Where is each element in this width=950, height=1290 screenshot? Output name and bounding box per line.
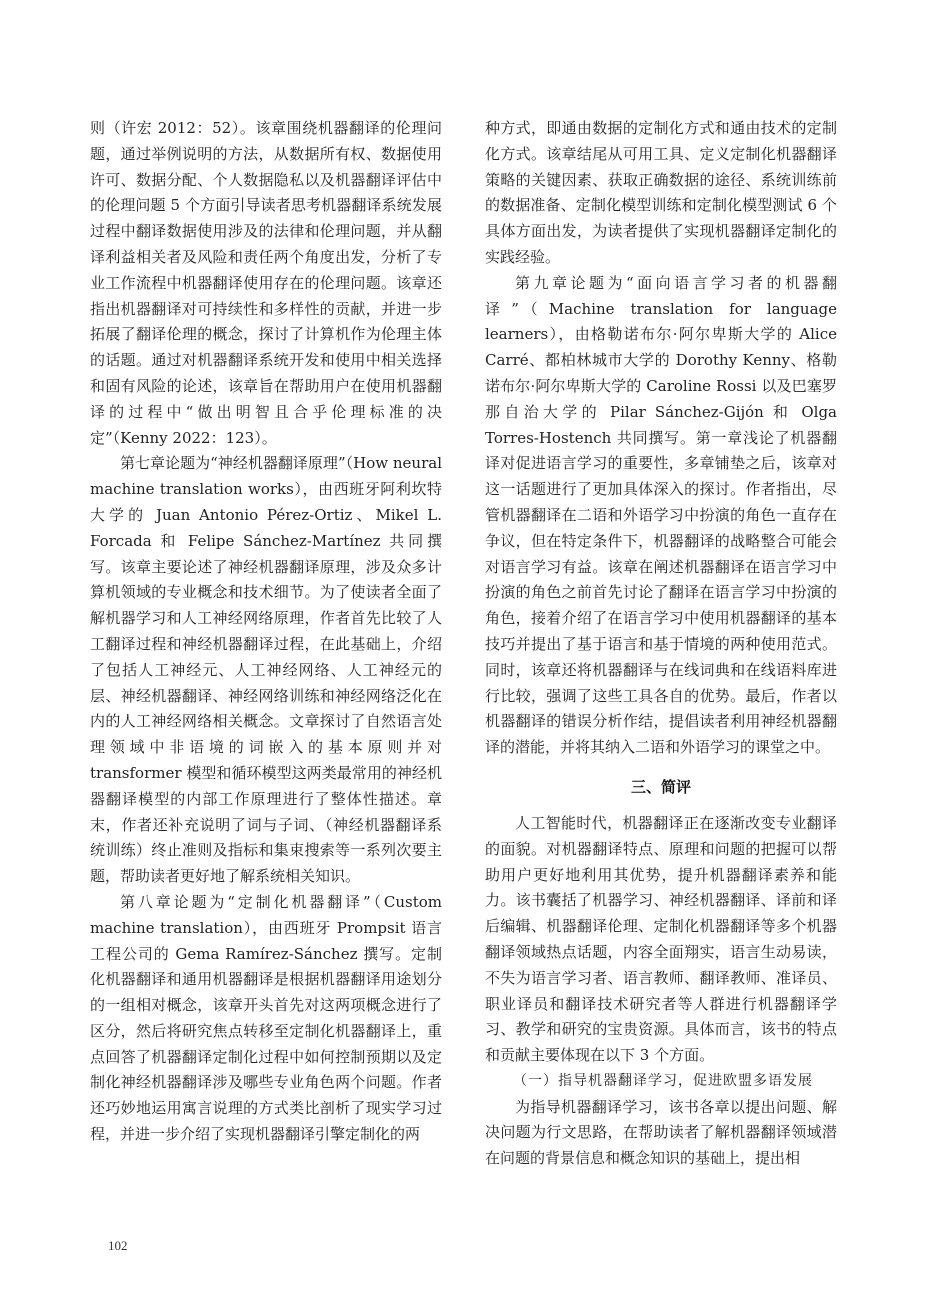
paragraph-chapter-8-continued: 种方式，即通由数据的定制化方式和通由技术的定制化方式。该章结尾从可用工具、定义定制化机器翻译策略的关键因素、获取正确数据的途径、系统训练前的数据准备、定制化模型训练和定制化模型测试 6 个具体方面出发，为读者提供了实现机器翻译定制化的实践经验。 <box>485 119 837 266</box>
paragraph-review: 人工智能时代，机器翻译正在逐渐改变专业翻译的面貌。对机器翻译特点、原理和问题的把握可以帮助用户更好地利用其优势，提升机器翻译素养和能力。该书囊括了机器学习、神经机器翻译、译前和译后编辑、机器翻译伦理、定制化机器翻译等多个机器翻译领域热点话题，内容全面翔实，语言生动易读，不失为语言学习者、语言教师、翻译教师、准译员、职业译员和翻译技术研究者等人群进行机器翻译学习、教学和研究的宝贵资源。具体而言，该书的特点和贡献主要体现在以下 3 个方面。 <box>485 813 837 1065</box>
paragraph-chapter-9: 第九章论题为“面向语言学习者的机器翻译”（Machine translation for language learners），由格勒诺布尔·阿尔卑斯大学的 Alice Carré、都柏林城市大学的 Dorothy Kenny、格勒诺布尔·阿尔卑斯大学的 Caroline Rossi 以及巴塞罗那自治大学的 Pilar Sánchez-Gijón 和 Olga Torres-Hostench 共同撰写。第一章浅论了机器翻译对促进语言学习的重要性，多章铺垫之后，该章对这一话题进行了更加具体深入的探讨。作者指出，尽管机器翻译在二语和外语学习中扮演的角色一直存在争议，但在特定条件下，机器翻译的战略整合可能会对语言学习有益。该章在阐述机器翻译在语言学习中扮演的角色之前首先讨论了翻译在语言学习中扮演的角色，接着介绍了在语言学习中使用机器翻译的基本技巧并提出了基于语言和基于情境的两种使用范式。同时，该章还将机器翻译与在线词典和在线语料库进行比较，强调了这些工具各自的优势。最后，作者以机器翻译的错误分析作结，提倡读者利用神经机器翻译的潜能，并将其纳入二语和外语学习的课堂之中。 <box>485 273 837 757</box>
right-column <box>485 116 837 1172</box>
subsection-heading: （一）指导机器翻译学习，促进欧盟多语发展 <box>513 1072 813 1089</box>
paragraph-ethics: 则（许宏 2012：52）。该章围绕机器翻译的伦理问题，通过举例说明的方法，从数据所有权、数据使用许可、数据分配、个人数据隐私以及机器翻译评估中的伦理问题 5 个方面引导读者思考机器翻译系统发展过程中翻译数据使用涉及的法律和伦理问题，并从翻译利益相关者及风险和责任两个角度出发，分析了专业工作流程中机器翻译使用存在的伦理问题。该章还指出机器翻译对可持续性和多样性的贡献，并进一步拓展了翻译伦理的概念，探讨了计算机作为伦理主体的话题。通过对机器翻译系统开发和使用中相关选择和固有风险的论述，该章旨在帮助用户在使用机器翻译的过程中“做出明智且合乎伦理标准的决定”（Kenny 2022：123）。 <box>90 119 442 447</box>
page-number: 102 <box>108 1238 128 1253</box>
section-heading: 三、简评 <box>630 777 691 796</box>
paragraph-chapter-8: 第八章论题为“定制化机器翻译”（Custom machine translation），由西班牙 Prompsit 语言工程公司的 Gema Ramírez-Sánchez 撰写。定制化机器翻译和通用机器翻译是根据机器翻译用途划分的一组相对概念，该章开头首先对这两项概念进行了区分，然后将研究焦点转移至定制化机器翻译上，重点回答了机器翻译定制化过程中如何控制预期以及定制化神经机器翻译涉及哪些专业角色两个问题。作者还巧妙地运用寓言说理的方式类比剖析了现实学习过程，并进一步介绍了实现机器翻译引擎定制化的两 <box>90 892 442 1144</box>
paragraph-guide: 为指导机器翻译学习，该书各章以提出问题、解决问题为行文思路，在帮助读者了解机器翻译领域潜在问题的背景信息和概念知识的基础上，提出相 <box>485 1097 837 1168</box>
paragraph-chapter-7: 第七章论题为“神经机器翻译原理”（How neural machine translation works），由西班牙阿利坎特大学的 Juan Antonio Pérez-Ortiz、Mikel L. Forcada 和 Felipe Sánchez-Martínez 共同撰写。该章主要论述了神经机器翻译原理，涉及众多计算机领域的专业概念和技术细节。为了使读者全面了解机器学习和人工神经网络原理，作者首先比较了人工翻译过程和神经机器翻译过程，在此基础上，介绍了包括人工神经元、人工神经网络、人工神经元的层、神经机器翻译、神经网络训练和神经网络泛化在内的人工神经网络相关概念。文章探讨了自然语言处理领域中非语境的词嵌入的基本原则并对 transformer 模型和循环模型这两类最常用的神经机器翻译模型的内部工作原理进行了整体性描述。章末，作者还补充说明了词与子词、（神经机器翻译系统训练）终止准则及指标和集束搜索等一系列次要主题，帮助读者更好地了解系统相关知识。 <box>90 454 442 886</box>
left-column <box>90 116 442 1148</box>
